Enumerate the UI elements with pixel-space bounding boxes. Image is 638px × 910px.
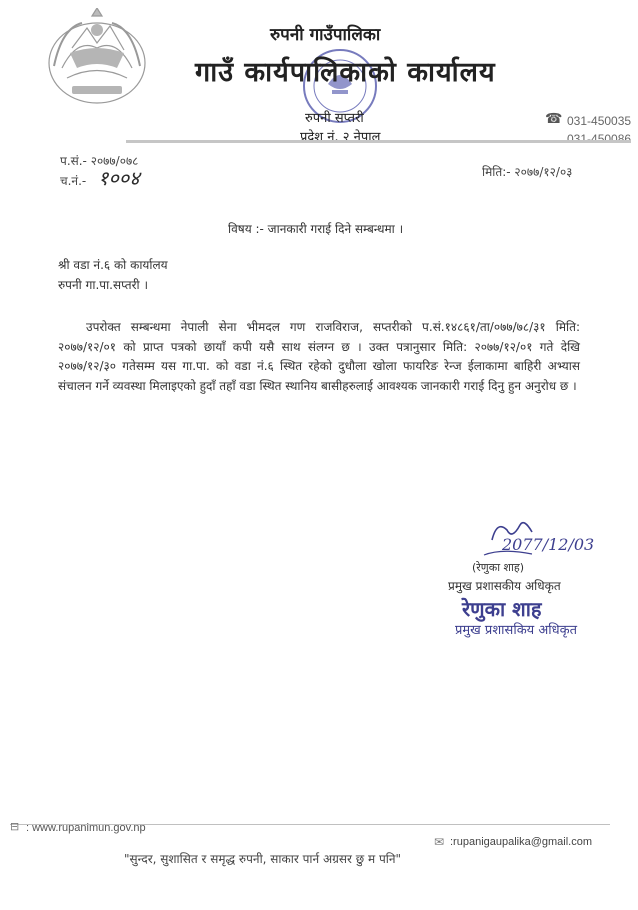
- web-icon: ⊟: [10, 820, 20, 833]
- phone-number-1: 031-450035: [567, 114, 632, 128]
- seal-name: रेणुका शाह: [462, 597, 542, 621]
- org-name: रुपनी गाउँपालिका: [270, 25, 381, 45]
- signatory-title: प्रमुख प्रशासकीय अधिकृत: [448, 579, 561, 593]
- email-link[interactable]: :rupanigaupalika@gmail.com: [450, 836, 593, 848]
- website-link[interactable]: : www.rupanimun.gov.np: [26, 822, 146, 834]
- letter-date: मिति:- २०७७/१२/०३: [482, 165, 573, 179]
- header-divider: [126, 140, 631, 143]
- address-line-2: प्रदेश नं. २ नेपाल: [300, 130, 381, 145]
- reference-cn-label: च.नं.-: [60, 174, 87, 188]
- phone-number-2: 031-450086: [567, 132, 632, 146]
- nepal-emblem-icon: [42, 8, 152, 108]
- phone-icon: ☎: [545, 111, 563, 127]
- handwritten-signature: [462, 510, 602, 560]
- slogan: "सुन्दर, सुशासित र समृद्ध रुपनी, साकार पार्न अग्रसर छु म पनि": [124, 852, 402, 866]
- reference-ps: प.सं.- २०७७/०७८: [60, 154, 139, 168]
- recipient-line-2: रुपनी गा.पा.सप्तरी ।: [58, 278, 149, 292]
- handwritten-date: 2077/12/03: [502, 535, 595, 554]
- address-line-1: रुपनी सप्तरी: [305, 111, 364, 126]
- mail-icon: ✉: [434, 835, 445, 849]
- seal-title: प्रमुख प्रशासकिय अधिकृत: [455, 623, 578, 638]
- office-title: गाउँ कार्यपालिकाको कार्यालय: [195, 57, 496, 88]
- recipient-line-1: श्री वडा नं.६ को कार्यालय: [58, 258, 168, 272]
- reference-cn-handwritten: १००४: [98, 166, 140, 190]
- letter-body: उपरोक्त सम्बन्धमा नेपाली सेना भीमदल गण राजविराज, सप्तरीको प.सं.१४८६१/ता/०७७/७८/३१ मिति: २०७७/१२/०१ को प्राप्त पत्रको छायाँ कपी यसै साथ संलग्न छ । उक्त पत्रानुसार मिति: २०७७/१२/०१ गते देखि २०७७/१२/३० गतेसम्म यस गा.पा. को वडा नं.६ स्थित रहेको दुधौला खोला फायरिङ रेन्ज ईलाकामा बाहिरी अभ्यास संचालन गर्ने व्यवस्था मिलाइएको हुदाँ तहाँ वडा स्थित स्थानिय बासीहरुलाई आवश्यक जानकारी गराई दिनु हुन अनुरोध छ ।: [58, 320, 580, 393]
- subject-line: विषय :- जानकारी गराई दिने सम्बन्धमा ।: [228, 222, 404, 236]
- signatory-name: (रेणुका शाह): [472, 561, 524, 574]
